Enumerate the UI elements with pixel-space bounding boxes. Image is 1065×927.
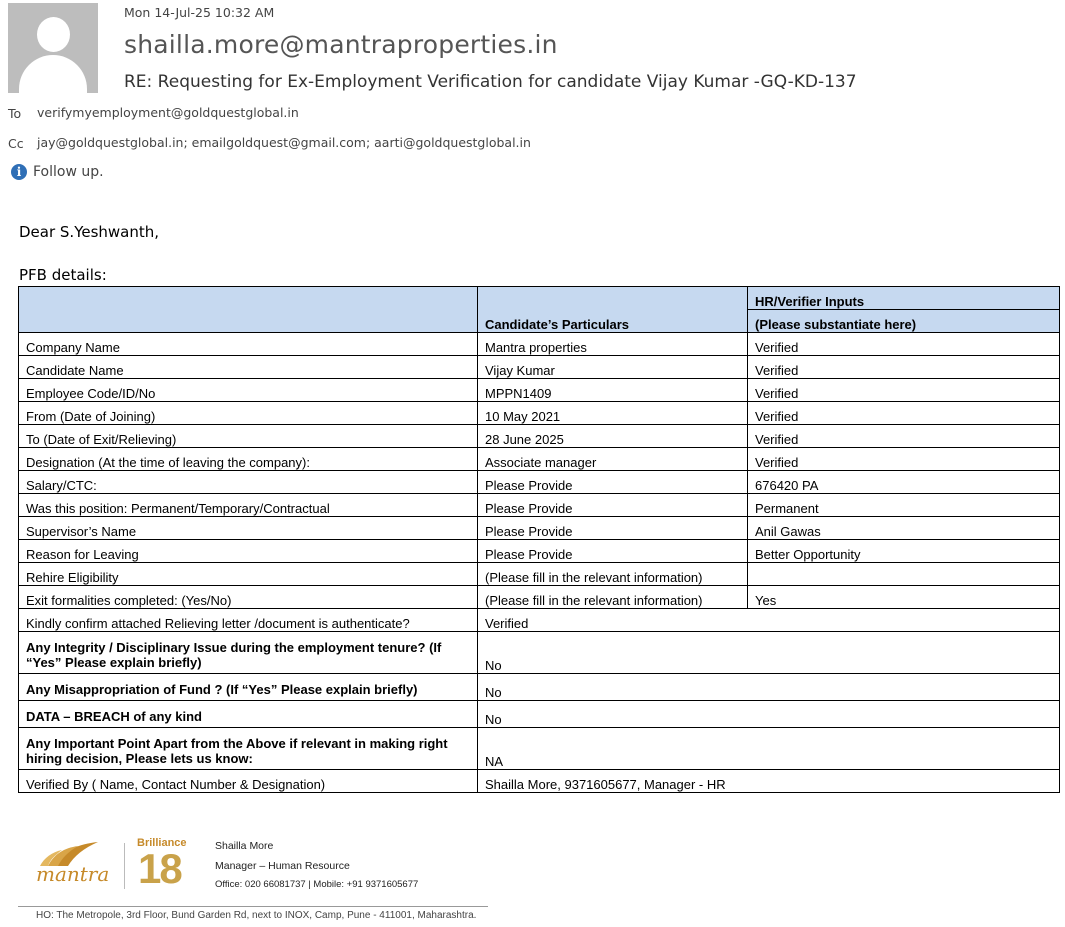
row-particulars: Please Provide — [478, 494, 748, 517]
row-particulars: Please Provide — [478, 471, 748, 494]
row-label: Reason for Leaving — [19, 540, 478, 563]
table-row — [19, 563, 1060, 586]
row-particulars: (Please fill in the relevant information) — [478, 563, 748, 586]
header-blank-cell — [19, 287, 478, 333]
signature-divider — [124, 843, 125, 889]
table-row — [19, 632, 1060, 674]
cc-recipients[interactable]: jay@goldquestglobal.in; emailgoldquest@gmail.com; aarti@goldquestglobal.in — [37, 135, 531, 150]
table-row — [19, 494, 1060, 517]
row-value: Verified — [478, 609, 1060, 632]
row-value: No — [478, 674, 1060, 701]
avatar-head — [37, 17, 70, 52]
table-row — [19, 471, 1060, 494]
signature-title: Manager – Human Resource — [215, 860, 350, 872]
row-value: NA — [478, 728, 1060, 770]
row-label: Rehire Eligibility — [19, 563, 478, 586]
sent-date: Mon 14-Jul-25 10:32 AM — [124, 5, 275, 20]
table-row — [19, 379, 1060, 402]
row-label: Company Name — [19, 333, 478, 356]
row-particulars: Please Provide — [478, 540, 748, 563]
header-particulars: Candidate’s Particulars — [478, 287, 748, 333]
sender-avatar — [8, 3, 98, 93]
table-row — [19, 586, 1060, 609]
table-row — [19, 517, 1060, 540]
row-verifier-input: Better Opportunity — [748, 540, 1060, 563]
signature-address: HO: The Metropole, 3rd Floor, Bund Garden Rd, next to INOX, Camp, Pune - 411001, Maharashtra. — [36, 910, 477, 921]
row-label: Any Integrity / Disciplinary Issue during the employment tenure? (If “Yes” Please explain briefly) — [19, 632, 478, 674]
row-verifier-input: Permanent — [748, 494, 1060, 517]
signature-name: Shailla More — [215, 840, 274, 852]
row-label: Exit formalities completed: (Yes/No) — [19, 586, 478, 609]
row-label: Designation (At the time of leaving the company): — [19, 448, 478, 471]
row-particulars: Please Provide — [478, 517, 748, 540]
table-row — [19, 425, 1060, 448]
sender-address[interactable]: shailla.more@mantraproperties.in — [124, 30, 558, 59]
avatar-body — [19, 55, 87, 93]
row-label: Employee Code/ID/No — [19, 379, 478, 402]
row-verifier-input: Verified — [748, 425, 1060, 448]
header-verifier-inputs: HR/Verifier Inputs — [748, 287, 1060, 310]
row-verifier-input: Verified — [748, 402, 1060, 425]
to-label: To — [8, 106, 22, 121]
mantra-wordmark: mantra — [36, 862, 110, 886]
row-label: Salary/CTC: — [19, 471, 478, 494]
table-row — [19, 448, 1060, 471]
row-verifier-input: Anil Gawas — [748, 517, 1060, 540]
verification-table — [18, 286, 1060, 793]
table-row — [19, 356, 1060, 379]
table-row — [19, 540, 1060, 563]
row-value: No — [478, 701, 1060, 728]
table-row — [19, 728, 1060, 770]
row-label: DATA – BREACH of any kind — [19, 701, 478, 728]
table-row — [19, 609, 1060, 632]
row-particulars: 10 May 2021 — [478, 402, 748, 425]
brilliance-label: Brilliance — [137, 837, 187, 849]
row-particulars: Vijay Kumar — [478, 356, 748, 379]
greeting: Dear S.Yeshwanth, — [19, 223, 160, 241]
row-label: Verified By ( Name, Contact Number & Designation) — [19, 770, 478, 793]
row-verifier-input: Verified — [748, 333, 1060, 356]
cc-label: Cc — [8, 136, 24, 151]
row-label: Kindly confirm attached Relieving letter /document is authenticate? — [19, 609, 478, 632]
row-label: From (Date of Joining) — [19, 402, 478, 425]
row-label: Supervisor’s Name — [19, 517, 478, 540]
signature-contact: Office: 020 66081737 | Mobile: +91 9371605677 — [215, 879, 419, 890]
row-particulars: Mantra properties — [478, 333, 748, 356]
row-label: To (Date of Exit/Relieving) — [19, 425, 478, 448]
info-icon: i — [11, 164, 27, 180]
row-label: Candidate Name — [19, 356, 478, 379]
row-verifier-input: Verified — [748, 379, 1060, 402]
row-label: Any Important Point Apart from the Above if relevant in making right hiring decision, Please lets us know: — [19, 728, 478, 770]
row-verifier-input: Yes — [748, 586, 1060, 609]
row-verifier-input — [748, 563, 1060, 586]
signature-rule — [18, 906, 488, 907]
row-value: No — [478, 632, 1060, 674]
row-verifier-input: 676420 PA — [748, 471, 1060, 494]
table-row — [19, 701, 1060, 728]
row-particulars: Associate manager — [478, 448, 748, 471]
row-label: Was this position: Permanent/Temporary/Contractual — [19, 494, 478, 517]
email-subject: RE: Requesting for Ex-Employment Verification for candidate Vijay Kumar -GQ-KD-137 — [124, 72, 857, 92]
to-recipients[interactable]: verifymyemployment@goldquestglobal.in — [37, 105, 299, 120]
brilliance-number: 18 — [138, 845, 181, 892]
row-label: Any Misappropriation of Fund ? (If “Yes” Please explain briefly) — [19, 674, 478, 701]
row-particulars: 28 June 2025 — [478, 425, 748, 448]
row-verifier-input: Verified — [748, 448, 1060, 471]
row-particulars: (Please fill in the relevant information) — [478, 586, 748, 609]
table-row — [19, 674, 1060, 701]
intro-text: PFB details: — [19, 266, 107, 284]
table-row — [19, 770, 1060, 793]
row-verifier-input: Verified — [748, 356, 1060, 379]
table-row — [19, 402, 1060, 425]
row-particulars: MPPN1409 — [478, 379, 748, 402]
header-substantiate: (Please substantiate here) — [748, 310, 1060, 333]
row-value: Shailla More, 9371605677, Manager - HR — [478, 770, 1060, 793]
table-row — [19, 333, 1060, 356]
follow-up-flag[interactable]: Follow up. — [33, 164, 104, 180]
